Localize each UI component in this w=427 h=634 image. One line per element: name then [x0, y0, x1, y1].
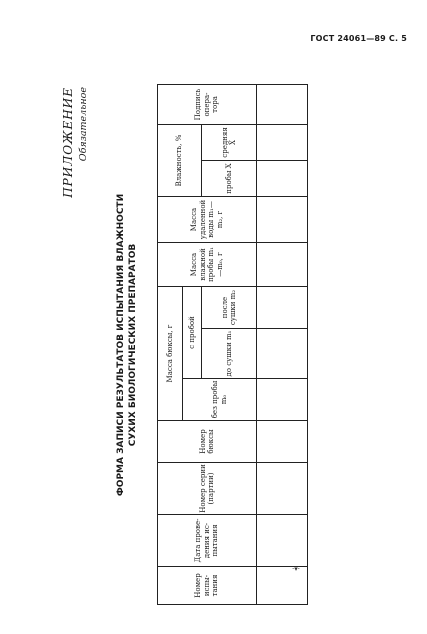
print-mark: ·▾·: [292, 565, 300, 573]
table-row: [257, 85, 308, 605]
group-box-mass: Масса бюксы, г: [158, 287, 183, 421]
col-wet-sample-mass: Масса влажной пробы m₁—m₀, г: [158, 243, 257, 287]
col-average-moisture: средняя X̄: [202, 125, 257, 161]
col-removed-water-mass: Масса удаленной воды m₁—m₂, г: [158, 197, 257, 243]
col-without-sample: без пробы m₀: [183, 379, 257, 421]
form-title-line-1: ФОРМА ЗАПИСИ РЕЗУЛЬТАТОВ ИСПЫТАНИЯ ВЛАЖНОСТИ: [116, 193, 126, 497]
col-after-drying: после сушки m₂: [202, 287, 257, 329]
appendix-heading: [61, 87, 89, 198]
appendix-subtitle: Обязательное: [78, 87, 89, 162]
form-title: [115, 75, 139, 615]
col-test-date: Дата прове-дения ис-пытания: [158, 515, 257, 567]
rotated-form-block: [57, 75, 397, 615]
group-with-sample: с пробой: [183, 287, 202, 379]
form-title-line-2: СУХИХ БИОЛОГИЧЕСКИХ ПРЕПАРАТОВ: [128, 243, 138, 447]
col-series-number: Номер серии (партии): [158, 463, 257, 515]
appendix-title: ПРИЛОЖЕНИЕ: [61, 87, 75, 198]
group-moisture: Влажность, %: [158, 125, 202, 197]
col-sample-moisture: пробы X: [202, 161, 257, 197]
col-operator-signature: Подпись опера-тора: [158, 85, 257, 125]
col-test-number: Номер испы-тания: [158, 567, 257, 605]
results-form-table: [157, 84, 308, 605]
page-header: ГОСТ 24061—89 С. 5: [310, 34, 407, 43]
col-box-number: Номер бюксы: [158, 421, 257, 463]
col-before-drying: до сушки m₁: [202, 329, 257, 379]
